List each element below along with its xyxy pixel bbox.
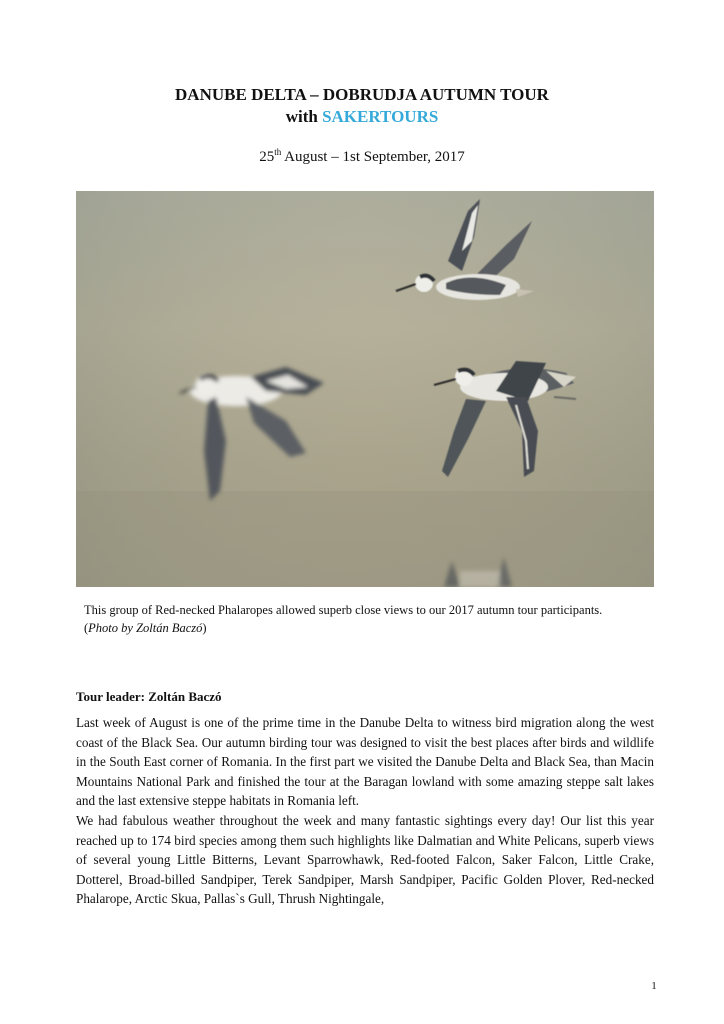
date-rest: August – 1st September, 2017 [281, 149, 465, 165]
tour-dates [0, 142, 724, 167]
phalaropes-photo [76, 191, 654, 587]
caption-credit-line: (Photo by Zoltán Baczó) [84, 621, 207, 635]
caption-credit: Photo by Zoltán Baczó [88, 621, 203, 635]
caption-line: This group of Red-necked Phalaropes allowed superb close views to our 2017 autumn tour participants. [84, 603, 603, 617]
tour-leader: Tour leader: Zoltán Baczó [76, 689, 222, 704]
subtitle-prefix: with [285, 107, 323, 126]
page-number: 1 [651, 980, 657, 992]
brand-name: SAKERTOURS [322, 107, 439, 126]
document-title: DANUBE DELTA – DOBRUDJA AUTUMN TOUR [175, 85, 549, 104]
report-body [76, 713, 654, 909]
date-suffix: th [274, 147, 282, 157]
date-day: 25 [259, 149, 275, 165]
document-subtitle [0, 106, 724, 128]
paragraph-intro: Last week of August is one of the prime time in the Danube Delta to witness bird migration along the west coast of the Black Sea. Our autumn birding tour was designed to visit the best places after birds and wildlife in the South East corner of Romania. In the first part we visited the Danube Delta and Black Sea, than Macin Mountains National Park and finished the tour at the Baragan lowland with some amazing steppe salt lakes and the last extensive steppe habitats in Romania left. [76, 715, 654, 809]
paragraph-highlights: We had fabulous weather throughout the week and many fantastic sightings every day! Our list this year reached up to 174 bird species among them such highlights like Dalmatian and White Pelicans, superb views of several young Little Bitterns, Levant Sparrowhawk, Red-footed Falcon, Saker Falcon, Little Crake, Dotterel, Broad-billed Sandpiper, Terek Sandpiper, Marsh Sandpiper, Pacific Golden Plover, Red-necked Phalarope, Arctic Skua, Pallas`s Gull, Thrush Nightingale, [76, 812, 654, 907]
photo-caption [84, 601, 654, 637]
